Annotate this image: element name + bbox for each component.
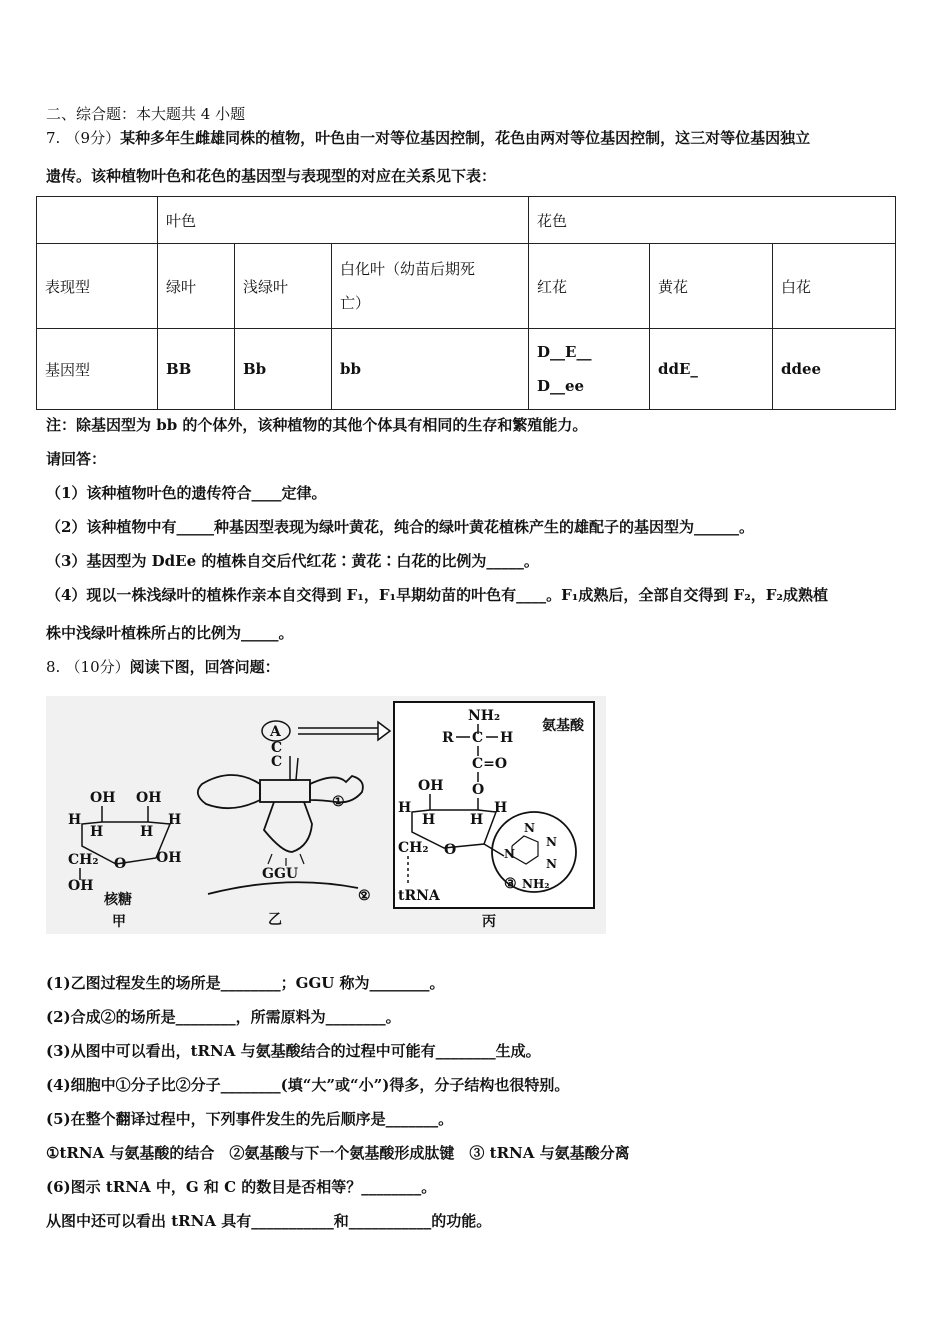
c-1: C [271,740,283,756]
phenotype-label: 表现型 [37,244,158,329]
q8-sub3: (3)从图中可以看出，tRNA 与氨基酸结合的过程中可能有________生成。 [46,1042,541,1060]
ribose-ch2: CH₂ [68,852,99,868]
q7-sub2: （2）该种植物中有_____种基因型表现为绿叶黄花，纯合的绿叶黄花植株产生的雄配子的基因型为______。 [46,518,754,536]
genotype-white: ddee [773,329,896,410]
trna-figure [46,696,606,934]
genotype-bb-upper: BB [158,329,235,410]
q8-events: ①tRNA 与氨基酸的结合 ②氨基酸与下一个氨基酸形成肽键 ③ tRNA 与氨基酸分离 [46,1144,630,1162]
alpha-c: C [472,730,484,746]
genotype-red-line1: D__E__ [537,343,592,361]
phenotype-albino-line2: 亡） [340,294,371,312]
detail-h-3: H [422,812,436,828]
ribose-h-1: H [68,812,82,828]
q7-points: （9分） [65,129,121,147]
label-bing: 丙 [482,914,496,930]
marker-2: ② [358,888,371,904]
q8-sub7: 从图中还可以看出 tRNA 具有___________和___________的功能。 [46,1212,492,1230]
q8-sub6: (6)图示 tRNA 中，G 和 C 的数目是否相等？________。 [46,1178,437,1196]
flower-color-header: 花色 [529,197,896,244]
label-jia: 甲 [112,914,126,930]
section-title: 二、综合题：本大题共 4 小题 [46,105,246,123]
ribose-h-4: H [140,824,154,840]
detail-h-2: H [494,800,508,816]
r-group: R [442,730,454,746]
ribose-oh-2: OH [136,790,162,806]
carbonyl: C=O [472,756,508,772]
q7-number: 7. [46,129,61,147]
phenotype-white: 白花 [773,244,896,329]
genotype-yellow: ddE_ [650,329,773,410]
amino-acid-label: 氨基酸 [542,718,584,734]
genotype-label: 基因型 [37,329,158,410]
detail-h-1: H [398,800,412,816]
adenine-n-2: N [546,835,557,849]
ribose-h-2: H [168,812,182,828]
genotype-phenotype-table [36,196,896,410]
ribose-label: 核糖 [104,892,132,908]
q7-prompt: 请回答： [46,450,107,468]
q7-note: 注：除基因型为 bb 的个体外，该种植物的其他个体具有相同的生存和繁殖能力。 [46,416,588,434]
detail-h-4: H [470,812,484,828]
alpha-h: H [500,730,514,746]
detail-ring-o: O [444,842,457,858]
q8-sub2: (2)合成②的场所是________，所需原料为________。 [46,1008,401,1026]
q7-sub4-line2: 株中浅绿叶植株所占的比例为_____。 [46,624,294,642]
ribose-oh-1: OH [90,790,116,806]
adenine-nh2: NH₂ [522,877,550,891]
q7-sub4-line1: （4）现以一株浅绿叶的植株作亲本自交得到 F₁，F₁早期幼苗的叶色有____。F₁成熟后，全部自交得到 F₂，F₂成熟植 [46,586,828,604]
q7-sub3: （3）基因型为 DdEe 的植株自交后代红花∶黄花∶白花的比例为_____。 [46,552,539,570]
q7-intro-line1 [46,127,810,148]
q8-sub4: (4)细胞中①分子比②分子________(填“大”或“小”)得多，分子结构也很特别。 [46,1076,570,1094]
ester-o: O [472,782,485,798]
q8-sub5: (5)在整个翻译过程中，下列事件发生的先后顺序是_______。 [46,1110,454,1128]
marker-1: ① [332,794,345,810]
detail-trna-label: tRNA [398,888,440,904]
adenine-n-4: N [504,847,515,861]
nh2-top: NH₂ [468,708,501,724]
phenotype-red: 红花 [529,244,650,329]
ribose-o: O [114,856,127,872]
table-corner-cell [37,197,158,244]
q7-sub1: （1）该种植物叶色的遗传符合____定律。 [46,484,327,502]
adenine-n-1: N [524,821,535,835]
phenotype-albino-line1: 白化叶（幼苗后期死 [340,260,476,278]
aminoacyl-detail [394,702,594,930]
genotype-bb-lower: bb [332,329,529,410]
marker-3: ③ [504,876,517,892]
q8-sub1: (1)乙图过程发生的场所是________；GGU 称为________。 [46,974,445,992]
circle-a-label: A [270,724,281,740]
q8-intro-text: 阅读下图，回答问题： [129,658,280,676]
genotype-bb-mixed: Bb [235,329,332,410]
phenotype-green: 绿叶 [158,244,235,329]
q8-points: （10分） [65,658,130,676]
label-yi: 乙 [268,912,282,928]
ribose-oh-4: OH [68,878,94,894]
detail-oh: OH [418,778,444,794]
q8-number: 8. [46,658,61,676]
leaf-color-header: 叶色 [158,197,529,244]
phenotype-albino [332,244,529,329]
q7-intro-line2: 遗传。该种植物叶色和花色的基因型与表现型的对应在关系见下表： [46,167,497,185]
c-2: C [271,754,283,770]
genotype-red [529,329,650,410]
trna-diagram [46,696,606,934]
anticodon-ggu: GGU [262,866,299,882]
genotype-red-line2: D__ee [537,377,585,395]
adenine-n-3: N [546,857,557,871]
ribose-h-3: H [90,824,104,840]
q8-intro [46,656,280,677]
phenotype-yellow: 黄花 [650,244,773,329]
phenotype-light-green: 浅绿叶 [235,244,332,329]
detail-ch2: CH₂ [398,840,429,856]
q7-intro-text: 某种多年生雌雄同株的植物，叶色由一对等位基因控制，花色由两对等位基因控制，这三对等位基因独立 [120,129,811,147]
ribose-oh-3: OH [156,850,182,866]
